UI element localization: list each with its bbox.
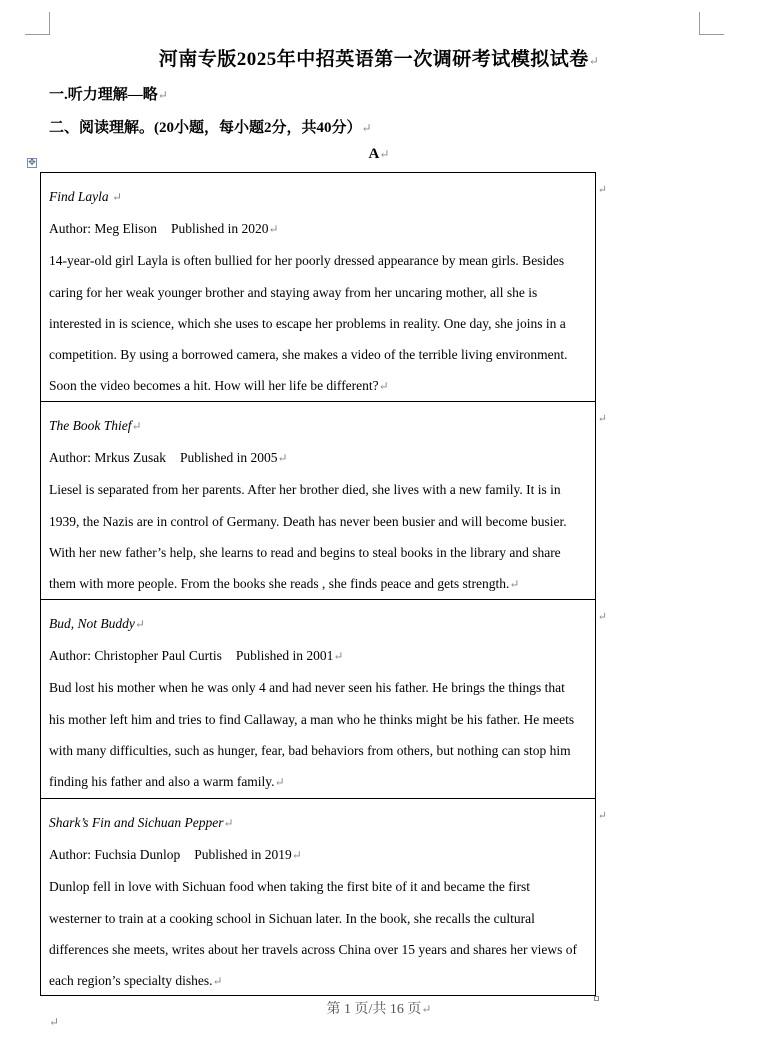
table-move-handle-icon[interactable]: ✥ xyxy=(28,158,36,168)
paragraph-mark-icon: ↵ xyxy=(509,577,520,592)
row-end-mark-icon: ↵ xyxy=(597,810,607,822)
book-title: Shark’s Fin and Sichuan Pepper↵ xyxy=(49,815,234,830)
book-text-line: caring for her weak younger brother and staying away from her uncaring mother, all she is xyxy=(49,284,538,300)
page-corner-top-right xyxy=(699,12,724,35)
book-published: Published in 2005 xyxy=(180,450,278,466)
paragraph-mark-icon: ↵ xyxy=(333,649,344,664)
book-cell[interactable] xyxy=(41,600,607,799)
paragraph-mark-icon: ↵ xyxy=(49,1015,60,1029)
book-author: Author: Fuchsia Dunlop xyxy=(49,847,181,863)
section-listening-text: 一.听力理解—略 xyxy=(49,87,158,103)
book-cell[interactable] xyxy=(41,173,607,402)
book-cell[interactable] xyxy=(41,402,607,600)
books-table xyxy=(40,172,607,996)
paragraph-mark-icon: ↵ xyxy=(378,379,389,394)
book-meta xyxy=(49,839,587,871)
book-published: Published in 2001 xyxy=(235,648,334,664)
paragraph-mark-icon: ↵ xyxy=(588,54,600,68)
book-text-line: Liesel is separated from her parents. After her brother died, she lives with a new family. It is in xyxy=(49,482,561,498)
book-title: Bud, Not Buddy↵ xyxy=(49,616,145,631)
book-text-line: 14-year-old girl Layla is often bullied for her poorly dressed appearance by mean girls. Besides xyxy=(49,253,565,269)
page-corner-top-left xyxy=(25,12,50,35)
paragraph-mark-icon: ↵ xyxy=(212,974,223,989)
book-text-line: Bud lost his mother when he was only 4 and had never seen his father. He brings the things that xyxy=(49,680,565,696)
section-listening xyxy=(49,83,168,104)
paragraph-mark-icon: ↵ xyxy=(223,816,234,830)
book-text-line: Soon the video becomes a hit. How will her life be different?↵ xyxy=(49,378,389,394)
book-text-line: With her new father’s help, she learns to read and begins to steal books in the library and share xyxy=(49,544,561,560)
paragraph-mark-icon: ↵ xyxy=(131,419,142,433)
row-end-mark-icon: ↵ xyxy=(597,184,607,196)
page-footer xyxy=(0,998,758,1018)
book-published: Published in 2019 xyxy=(194,847,292,863)
book-text-line: westerner to train at a cooking school in Sichuan later. In the book, she recalls the cultural xyxy=(49,910,535,926)
paragraph-mark-icon: ↵ xyxy=(157,88,168,102)
book-author: Author: Christopher Paul Curtis xyxy=(49,648,222,664)
book-meta xyxy=(49,640,587,672)
book-text-line: Dunlop fell in love with Sichuan food when taking the first bite of it and became the first xyxy=(49,879,531,895)
book-text-line: each region’s specialty dishes.↵ xyxy=(49,973,223,989)
book-text-line: them with more people. From the books she reads , she finds peace and gets strength.↵ xyxy=(49,576,520,592)
paragraph-mark-icon: ↵ xyxy=(277,451,288,466)
book-meta xyxy=(49,213,587,245)
book-published: Published in 2020 xyxy=(171,221,269,237)
book-text-line: with many difficulties, such as hunger, fear, bad behaviors from others, but nothing can stop him xyxy=(49,742,571,758)
paragraph-mark-icon: ↵ xyxy=(361,121,372,135)
part-label-text: A xyxy=(368,146,380,162)
book-text-line: 1939, the Nazis are in control of Germany. Death has never been busier and will become busier. xyxy=(49,513,567,529)
part-label xyxy=(0,146,758,163)
book-meta xyxy=(49,442,587,474)
section-reading-text: 二、阅读理解。(20小题，每小题2分，共40分） xyxy=(49,120,362,136)
book-cell[interactable] xyxy=(41,799,607,996)
book-text-line: his mother left him and tries to find Callaway, a man who he thinks might be his father. He meets xyxy=(49,711,575,727)
section-reading xyxy=(49,116,372,137)
row-end-mark-icon: ↵ xyxy=(597,413,607,425)
paragraph-mark-icon: ↵ xyxy=(421,1002,432,1016)
book-text-line: differences she meets, writes about her travels across China over 15 years and shares her views of xyxy=(49,941,577,957)
page-number: 第 1 页/共 16 页 xyxy=(326,1002,422,1017)
paragraph-mark-icon: ↵ xyxy=(379,147,390,161)
book-author: Author: Meg Elison xyxy=(49,221,157,237)
book-text-line: finding his father and also a warm family.↵ xyxy=(49,774,285,790)
book-text-line: interested in is science, which she uses to escape her problems in reality. One day, she joins in a xyxy=(49,315,566,331)
paragraph-mark-icon: ↵ xyxy=(112,190,123,204)
book-text-line: competition. By using a borrowed camera, she makes a video of the terrible living environment. xyxy=(49,347,568,363)
document-title xyxy=(0,44,758,71)
book-author: Author: Mrkus Zusak xyxy=(49,450,166,466)
paragraph-mark-icon: ↵ xyxy=(268,222,279,237)
title-text: 河南专版2025年中招英语第一次调研考试模拟试卷 xyxy=(158,49,589,70)
paragraph-mark-icon: ↵ xyxy=(134,617,145,631)
paragraph-mark-icon: ↵ xyxy=(274,775,285,790)
book-title: The Book Thief↵ xyxy=(49,418,142,433)
book-title: Find Layla ↵ xyxy=(49,189,123,204)
paragraph-mark-icon: ↵ xyxy=(291,848,302,863)
row-end-mark-icon: ↵ xyxy=(597,611,607,623)
